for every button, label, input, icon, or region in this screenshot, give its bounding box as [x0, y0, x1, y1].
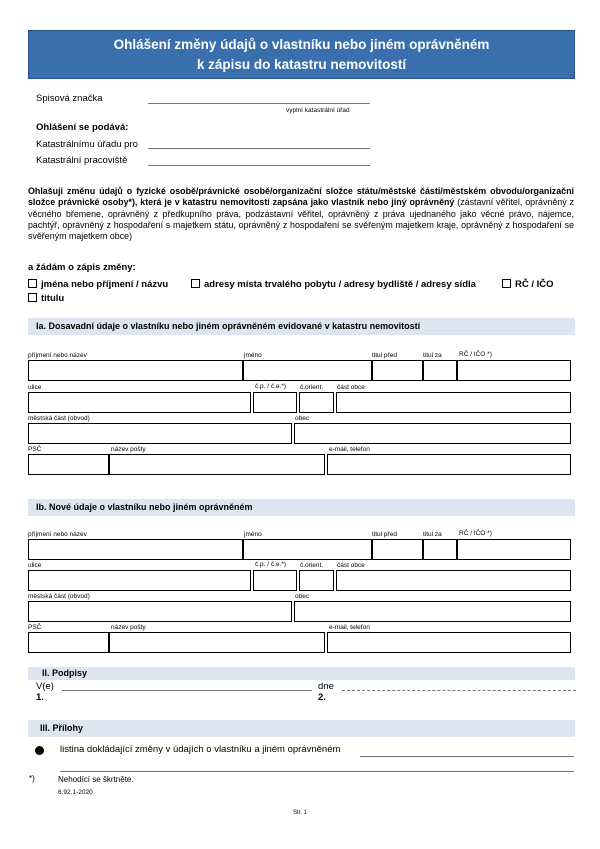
- checkbox-address[interactable]: [191, 279, 200, 288]
- ia-surname-label: příjmení nebo název: [28, 352, 87, 359]
- ib-title-after-label: titul za: [423, 531, 442, 538]
- ib-city-part-label: část obce: [337, 562, 365, 569]
- ia-city-part-input[interactable]: [336, 392, 571, 413]
- section-iii-header: III. Přílohy: [28, 720, 575, 737]
- ib-surname-label: příjmení nebo název: [28, 531, 87, 538]
- ib-city-part-input[interactable]: [336, 570, 571, 591]
- ib-house-number-label: č.p. / č.e.*): [255, 561, 287, 568]
- ia-orient-input[interactable]: [299, 392, 334, 413]
- declaration-bold-text: Ohlašuji změnu údajů o fyzické osobě/právnické osobě/organizační složce státu/městské části/městském obvodu/organizační složce právnické osoby*), která je v katastru nemovitostí zapsána jako vlastník nebo jiný oprávněný: [28, 186, 574, 208]
- checkbox-title-wrap: [28, 293, 64, 304]
- ia-city-part-label: část obce: [337, 384, 365, 391]
- ia-municipality-input[interactable]: [294, 423, 571, 444]
- ib-title-after-input[interactable]: [423, 539, 457, 560]
- ia-email-input[interactable]: [327, 454, 571, 475]
- ia-street-label: ulice: [28, 384, 42, 391]
- checkbox-title-label: titulu: [41, 293, 65, 304]
- checkbox-address-label: adresy místa trvalého pobytu / adresy bydliště / adresy sídla: [204, 279, 476, 290]
- checkbox-title[interactable]: [28, 293, 37, 302]
- checkbox-name[interactable]: [28, 279, 37, 288]
- date-field[interactable]: [342, 690, 576, 691]
- request-title: a žádám o zápis změny:: [28, 262, 136, 273]
- ia-post-input[interactable]: [109, 454, 325, 475]
- checkbox-rc-ico-label: RČ / IČO: [515, 279, 554, 290]
- ia-zip-input[interactable]: [28, 454, 109, 475]
- cadastral-workplace-label: Katastrální pracoviště: [36, 155, 128, 166]
- ia-title-after-input[interactable]: [423, 360, 457, 381]
- ia-surname-input[interactable]: [28, 360, 243, 381]
- ia-street-input[interactable]: [28, 392, 251, 413]
- footnote-mark: *): [29, 774, 35, 783]
- ib-street-input[interactable]: [28, 570, 251, 591]
- checkbox-row-1: [28, 279, 168, 290]
- ib-title-before-label: titul před: [372, 531, 397, 538]
- section-ib-header: Ib. Nové údaje o vlastníku nebo jiném oprávněném: [28, 499, 575, 516]
- bullet-icon: [35, 746, 44, 755]
- filled-by-office-note: vyplní katastrální úřad: [286, 107, 350, 114]
- ib-surname-input[interactable]: [28, 539, 243, 560]
- ia-title-before-input[interactable]: [372, 360, 423, 381]
- ia-title-before-label: titul před: [372, 352, 397, 359]
- ia-rc-label: RČ / IČO *): [459, 351, 492, 358]
- checkbox-address-wrap: [191, 279, 476, 290]
- form-title-banner: [28, 30, 575, 79]
- date-label: dne: [318, 681, 334, 692]
- form-title-line2: k zápisu do katastru nemovitostí: [196, 57, 407, 72]
- ia-district-label: městská část (obvod): [28, 415, 90, 422]
- footnote-text: Nehodící se škrtněte.: [58, 775, 134, 784]
- cadastral-office-label: Katastrálnímu úřadu pro: [36, 139, 138, 150]
- ia-house-number-label: č.p. / č.e.*): [255, 383, 287, 390]
- ib-house-number-input[interactable]: [253, 570, 297, 591]
- ib-post-input[interactable]: [109, 632, 325, 653]
- ib-district-label: městská část (obvod): [28, 593, 90, 600]
- ia-zip-label: PSČ: [28, 446, 42, 453]
- ib-street-label: ulice: [28, 562, 42, 569]
- file-number-label: Spisová značka: [36, 93, 103, 104]
- ib-orient-label: č.orient.: [300, 562, 324, 569]
- ib-email-input[interactable]: [327, 632, 571, 653]
- signature-2-label: 2.: [318, 692, 326, 703]
- ia-firstname-label: jméno: [244, 352, 262, 359]
- ib-post-label: název pošty: [111, 624, 146, 631]
- place-label: V(e): [36, 681, 54, 692]
- ib-zip-input[interactable]: [28, 632, 109, 653]
- form-title-line1: Ohlášení změny údajů o vlastníku nebo jiném oprávněném: [113, 37, 490, 52]
- ia-firstname-input[interactable]: [243, 360, 372, 381]
- checkbox-rc-ico[interactable]: [502, 279, 511, 288]
- signature-1-label: 1.: [36, 692, 44, 703]
- attachment-item: listina dokládající změny v údajích o vlastníku a jiném oprávněném: [60, 744, 341, 755]
- ib-rc-label: RČ / IČO *): [459, 530, 492, 537]
- ia-title-after-label: titul za: [423, 352, 442, 359]
- checkbox-rc-wrap: [502, 279, 554, 290]
- submitted-to-label: Ohlášení se podává:: [36, 122, 129, 133]
- ib-firstname-input[interactable]: [243, 539, 372, 560]
- ia-email-label: e-mail, telefon: [329, 446, 370, 453]
- ib-rc-input[interactable]: [457, 539, 571, 560]
- ib-firstname-label: jméno: [244, 531, 262, 538]
- ia-municipality-label: obec: [295, 415, 310, 422]
- file-number-field[interactable]: [148, 103, 370, 104]
- ib-email-label: e-mail, telefon: [329, 624, 370, 631]
- page-number: Str. 1: [292, 810, 307, 816]
- section-ii-header: II. Podpisy: [28, 667, 575, 680]
- ib-district-input[interactable]: [28, 601, 292, 622]
- form-code: 6.92.1-2020: [58, 789, 93, 796]
- ia-house-number-input[interactable]: [253, 392, 297, 413]
- ia-rc-input[interactable]: [457, 360, 571, 381]
- cadastral-office-field[interactable]: [148, 148, 370, 149]
- cadastral-workplace-field[interactable]: [148, 165, 370, 166]
- ib-municipality-label: obec: [295, 593, 310, 600]
- ib-municipality-input[interactable]: [294, 601, 571, 622]
- ib-zip-label: PSČ: [28, 624, 42, 631]
- checkbox-name-label: jména nebo příjmení / názvu: [41, 279, 169, 290]
- declaration-normal-text: (zástavní věřitel, oprávněný z věcného břemene, oprávněný z předkupního práva, podzástavní věřitel, oprávněný z práva ujednaného jako věcné právo, nájemce, pachtýř, oprávněný z hospodaření s majetkem státu, oprávněný z hospodaření se svěřeným majetkem kraje, oprávněný z hospodaření se svěřeným majetkem obce): [28, 197, 574, 242]
- ib-title-before-input[interactable]: [372, 539, 423, 560]
- ia-orient-label: č.orient.: [300, 384, 324, 391]
- declaration-paragraph: [28, 186, 574, 242]
- ia-district-input[interactable]: [28, 423, 292, 444]
- ib-orient-input[interactable]: [299, 570, 334, 591]
- place-field[interactable]: [62, 690, 312, 691]
- attachment-extra-line[interactable]: [60, 771, 574, 772]
- attachment-field[interactable]: [360, 756, 574, 757]
- section-ia-header: Ia. Dosavadní údaje o vlastníku nebo jiném oprávněném evidované v katastru nemovitostí: [28, 318, 575, 335]
- ia-post-label: název pošty: [111, 446, 146, 453]
